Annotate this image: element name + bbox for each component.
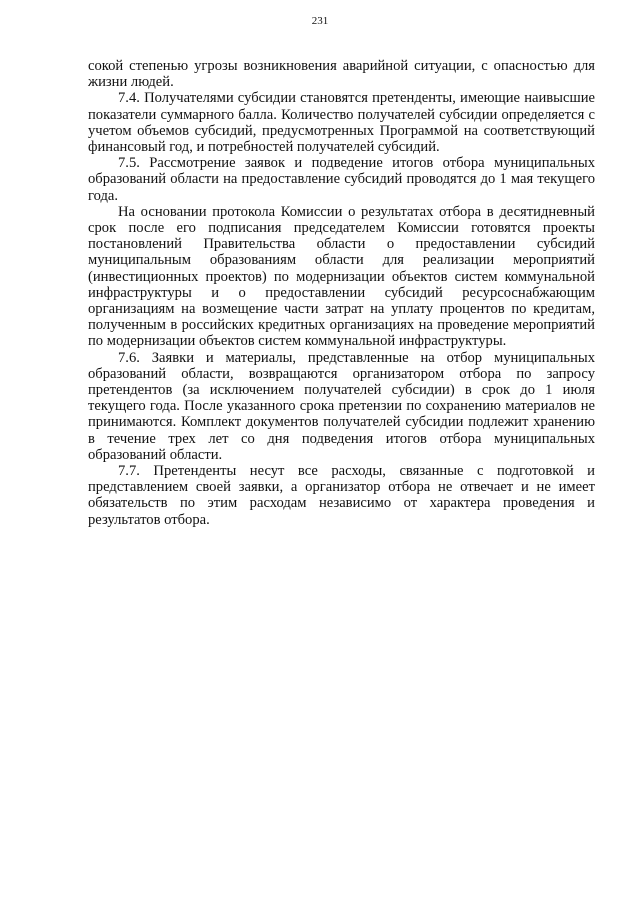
paragraph-7-6: 7.6. Заявки и материалы, представленные на отбор муниципальных образований области, возвращаются организатором отбора по запросу претендентов (за исключением получателей субсидии) в срок до 1 июля текущего года. После указанного срока претензии по сохранению материалов не принимаются. Комплект документов получателей субсидии подлежит хранению в течение трех лет со дня подведения итогов отбора муниципальных образований области. [88, 349, 595, 463]
paragraph-protocol: На основании протокола Комиссии о результатах отбора в десятидневный срок после его подписания председателем Комиссии готовятся проекты постановлений Правительства области о предоставлении субсидий муниципальным образованиям области для реализации мероприятий (инвестиционных проектов) по модернизации объектов систем коммунальной инфраструктуры и о предоставлении субсидий ресурсоснабжающим организациям на возмещение части затрат на уплату процентов по кредитам, полученным в российских кредитных организациях на проведение мероприятий по модернизации объектов систем коммунальной инфраструктуры. [88, 203, 595, 350]
paragraph-continuation: сокой степенью угрозы возникновения аварийной ситуации, с опасностью для жизни людей. [88, 58, 595, 91]
paragraph-7-4: 7.4. Получателями субсидии становятся претенденты, имеющие наивысшие показатели суммарного балла. Количество получателей субсидии определяется с учетом объемов субсидий, предусмотренных Программой на соответствующий финансовый год, и потребностей получателей субсидий. [88, 90, 595, 156]
page-number: 231 [311, 15, 329, 27]
document-body [88, 58, 595, 528]
paragraph-7-7: 7.7. Претенденты несут все расходы, связанные с подготовкой и представлением своей заявки, а организатор отбора не отвечает и не имеет обязательств по этим расходам независимо от характера проведения и результатов отбора. [88, 463, 595, 528]
paragraph-7-5: 7.5. Рассмотрение заявок и подведение итогов отбора муниципальных образований области на предоставление субсидий проводятся до 1 мая текущего года. [88, 155, 595, 204]
